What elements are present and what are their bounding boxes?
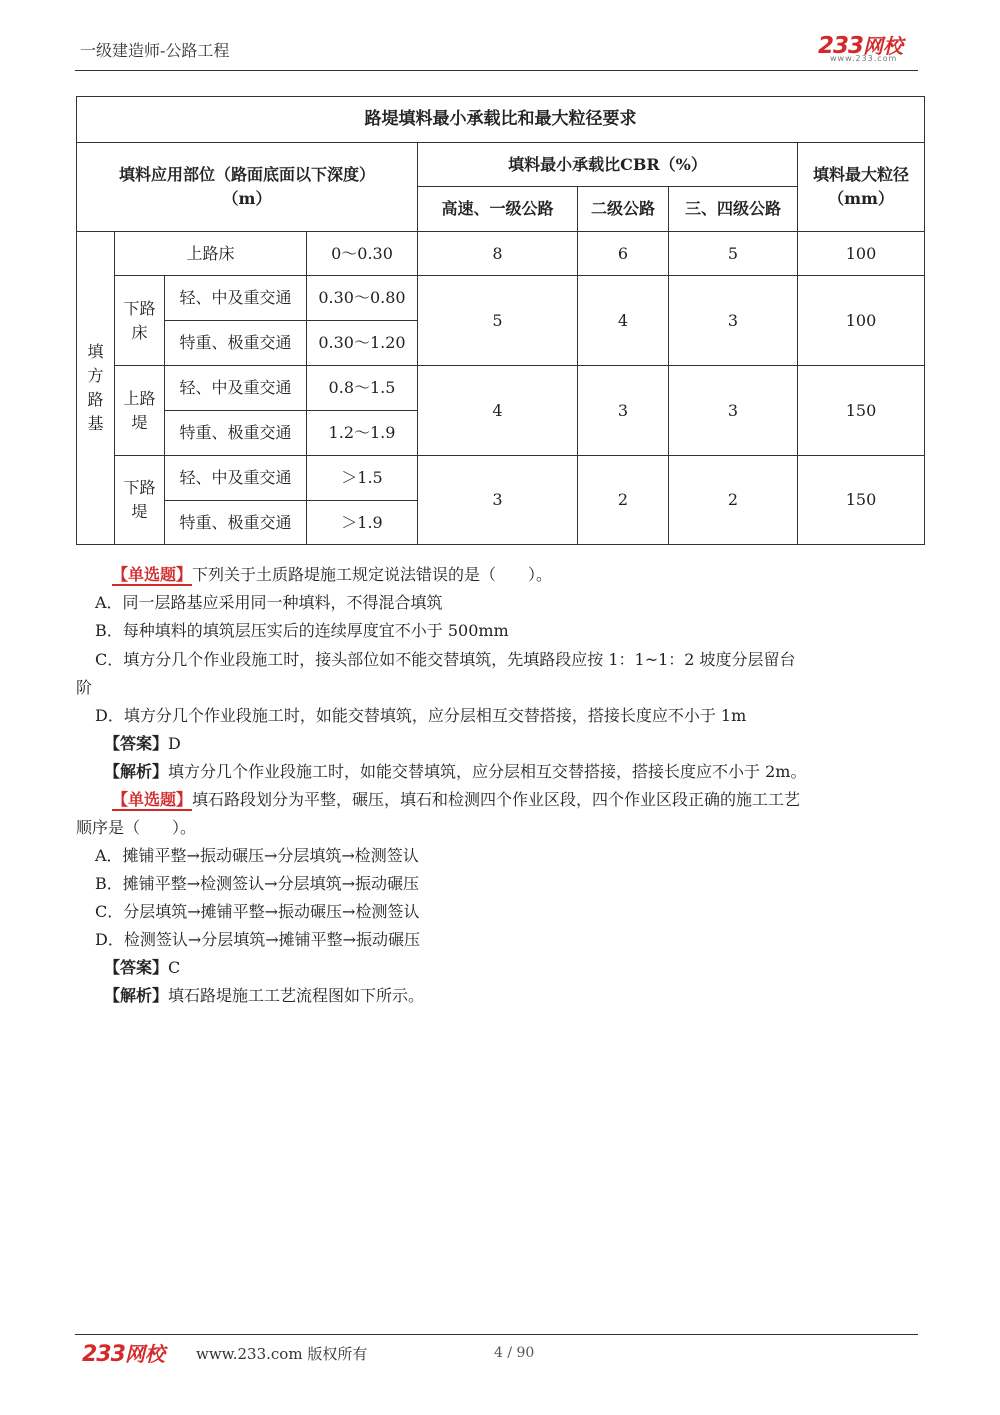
table-cell: 100 — [798, 276, 925, 366]
header-position: 填料应用部位（路面底面以下深度） （m） — [77, 143, 418, 232]
table-cell: 150 — [798, 456, 925, 545]
table-cell: 0.30～1.20 — [307, 321, 418, 366]
table-cell: 6 — [578, 232, 669, 276]
table-cell: 5 — [418, 276, 578, 366]
footer-copyright: www.233.com 版权所有 — [196, 1345, 368, 1363]
q2-option-a: A．摊铺平整→振动碾压→分层填筑→检测签认 — [95, 846, 419, 865]
page-number: 4 / 90 — [494, 1345, 535, 1361]
q2-option-c: C．分层填筑→摊铺平整→振动碾压→检测签认 — [95, 902, 420, 921]
table-cell: 3 — [669, 276, 798, 366]
table-cell: ＞1.9 — [307, 501, 418, 545]
row-lower-bed-label: 下路 床 — [115, 276, 165, 366]
table-cell: 4 — [578, 276, 669, 366]
header-cbr-highway: 高速、一级公路 — [418, 187, 578, 232]
table-cell: 轻、中及重交通 — [165, 276, 307, 321]
table-cell: 特重、极重交通 — [165, 411, 307, 456]
table-cell: 0～0.30 — [307, 232, 418, 276]
table-cell: 100 — [798, 232, 925, 276]
table-cell: 3 — [418, 456, 578, 545]
table-cell: 5 — [669, 232, 798, 276]
table-cell: 3 — [578, 366, 669, 456]
table-caption: 路堤填料最小承载比和最大粒径要求 — [77, 97, 925, 143]
logo-number: 233 — [818, 33, 864, 59]
header-divider — [75, 70, 918, 71]
q2-answer: 【答案】C — [104, 958, 181, 977]
header-cbr: 填料最小承载比CBR（%） — [418, 143, 798, 187]
q2-option-d: D．检测签认→分层填筑→摊铺平整→振动碾压 — [95, 930, 421, 949]
q1-explanation: 【解析】填方分几个作业段施工时，如能交替填筑，应分层相互交替搭接，搭接长度应不小于 2m。 — [104, 762, 807, 781]
q1-option-d: D．填方分几个作业段施工时，如能交替填筑，应分层相互交替搭接，搭接长度应不小于 1m — [95, 706, 747, 725]
table-cell: 4 — [418, 366, 578, 456]
q1-option-a: A．同一层路基应采用同一种填料，不得混合填筑 — [95, 593, 443, 612]
table-cell: 特重、极重交通 — [165, 321, 307, 366]
table-cell: ＞1.5 — [307, 456, 418, 501]
table-cell: 轻、中及重交通 — [165, 456, 307, 501]
fill-material-table — [76, 96, 925, 545]
q2-type-tag: 【单选题】 — [112, 790, 193, 809]
row-upper-embankment-label: 上路 堤 — [115, 366, 165, 456]
footer-divider — [75, 1334, 918, 1335]
q2-stem: 【单选题】填石路段划分为平整，碾压，填石和检测四个作业区段，四个作业区段正确的施工工艺 — [112, 790, 801, 809]
table-cell: 2 — [578, 456, 669, 545]
header-title: 一级建造师-公路工程 — [80, 41, 230, 60]
table-cell: 8 — [418, 232, 578, 276]
brand-logo[interactable] — [818, 30, 918, 66]
row-lower-embankment-label: 下路 堤 — [115, 456, 165, 545]
q1-stem: 【单选题】下列关于土质路堤施工规定说法错误的是（ ）。 — [112, 565, 553, 584]
header-cbr-grade2: 二级公路 — [578, 187, 669, 232]
q1-option-b: B．每种填料的填筑层压实后的连续厚度宜不小于 500mm — [95, 621, 509, 640]
q2-stem-cont: 顺序是（ ）。 — [76, 818, 197, 837]
table-cell: 150 — [798, 366, 925, 456]
q2-explanation: 【解析】填石路堤施工工艺流程图如下所示。 — [104, 986, 425, 1005]
table-cell: 轻、中及重交通 — [165, 366, 307, 411]
header-cbr-grade34: 三、四级公路 — [669, 187, 798, 232]
table-cell: 2 — [669, 456, 798, 545]
footer-logo[interactable]: 233网校 — [82, 1342, 165, 1367]
table-cell: 0.30～0.80 — [307, 276, 418, 321]
q1-answer: 【答案】D — [104, 734, 181, 753]
group-fill-subgrade: 填 方 路 基 — [77, 232, 115, 545]
table-cell: 特重、极重交通 — [165, 501, 307, 545]
q1-option-c: C．填方分几个作业段施工时，接头部位如不能交替填筑，先填路段应按 1：1~1：2 坡度分层留台 — [95, 650, 796, 669]
q1-type-tag: 【单选题】 — [112, 565, 193, 584]
header-max-size: 填料最大粒径 （mm） — [798, 143, 925, 232]
row-upper-bed-label: 上路床 — [115, 232, 307, 276]
logo-text: 网校 — [863, 34, 904, 58]
table-cell: 0.8～1.5 — [307, 366, 418, 411]
q2-option-b: B．摊铺平整→检测签认→分层填筑→振动碾压 — [95, 874, 419, 893]
table-cell: 3 — [669, 366, 798, 456]
logo-url: www.233.com — [830, 54, 898, 63]
table-cell: 1.2～1.9 — [307, 411, 418, 456]
q1-option-c-cont: 阶 — [76, 678, 93, 697]
